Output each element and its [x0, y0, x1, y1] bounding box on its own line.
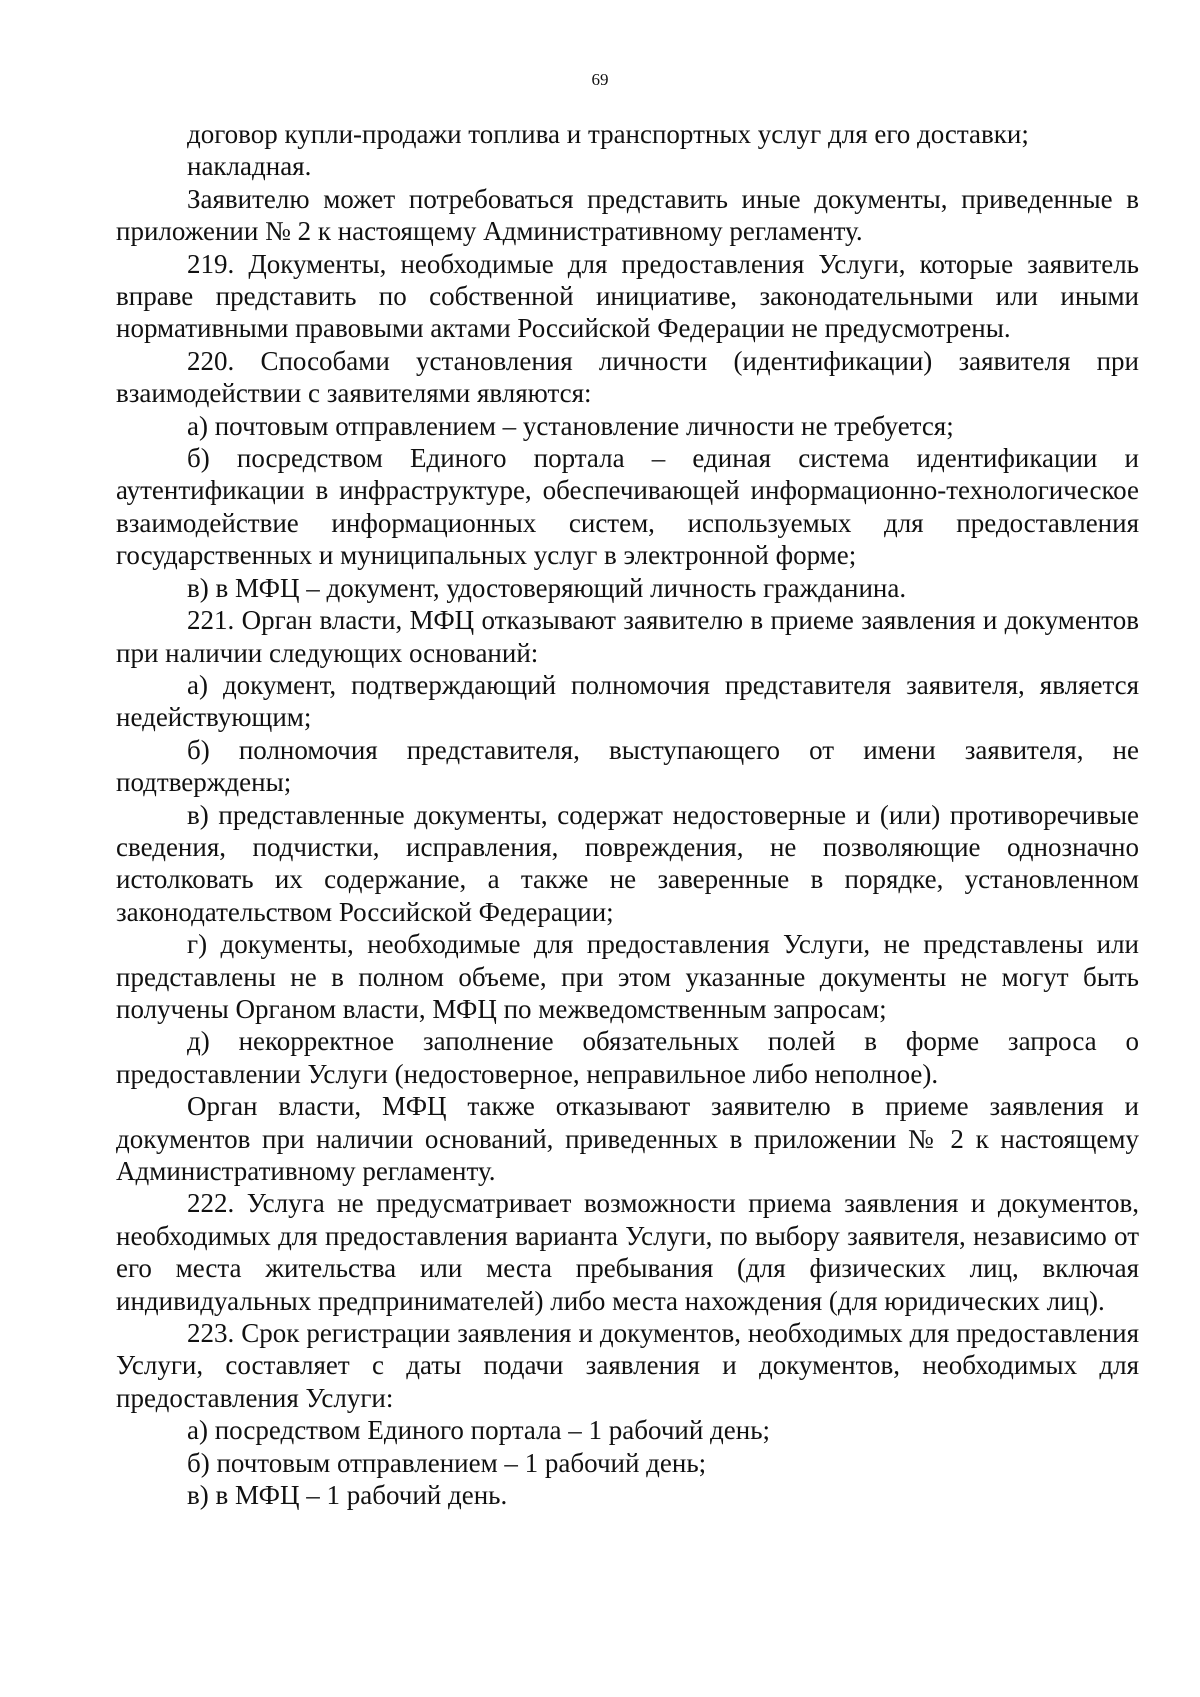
page-number: 69 — [591, 70, 609, 89]
paragraph-221-g: г) документы, необходимые для предоставления Услуги, не представлены или представлены не в полном объеме, при этом указанные документы не могут быть получены Органом власти, МФЦ по межведомственным запросам; — [116, 929, 1139, 1024]
paragraph-221-a: а) документ, подтверждающий полномочия представителя заявителя, является недействующим; — [116, 669, 1139, 733]
document-body — [116, 118, 1139, 1511]
paragraph-223-b: б) почтовым отправлением – 1 рабочий день; — [187, 1447, 707, 1478]
paragraph-220-b: б) посредством Единого портала – единая система идентификации и аутентификации в инфраструктуре, обеспечивающей информационно-технологическое взаимодействие информационных систем, используемых для предоставления государственных и муниципальных услуг в электронной форме; — [116, 443, 1139, 571]
paragraph-220-v: в) в МФЦ – документ, удостоверяющий личность гражданина. — [187, 572, 907, 603]
paragraph-220-a: а) почтовым отправлением – установление личности не требуется; — [187, 410, 954, 441]
paragraph-223-v: в) в МФЦ – 1 рабочий день. — [187, 1480, 508, 1511]
paragraph-fuel-contract: договор купли-продажи топлива и транспортных услуг для его доставки; — [187, 119, 1029, 149]
paragraph-other-documents: Заявителю может потребоваться представить иные документы, приведенные в приложении № 2 к настоящему Административному регламенту. — [116, 183, 1139, 247]
paragraph-221-d: д) некорректное заполнение обязательных полей в форме запроса о предоставлении Услуги (недостоверное, неправильное либо неполное). — [116, 1026, 1139, 1089]
paragraph-waybill: накладная. — [187, 151, 312, 182]
paragraph-additional-refusal: Орган власти, МФЦ также отказывают заявителю в приеме заявления и документов при наличии оснований, приведенных в приложении № 2 к настоящему Административному регламенту. — [116, 1091, 1139, 1186]
paragraph-221-b: б) полномочия представителя, выступающего от имени заявителя, не подтверждены; — [116, 734, 1139, 798]
paragraph-219: 219. Документы, необходимые для предоставления Услуги, которые заявитель вправе представить по собственной инициативе, законодательными или иными нормативными правовыми актами Российской Федерации не предусмотрены. — [116, 248, 1139, 344]
paragraph-223: 223. Срок регистрации заявления и документов, необходимых для предоставления Услуги, составляет с даты подачи заявления и документов, необходимых для предоставления Услуги: — [116, 1318, 1139, 1413]
paragraph-220: 220. Способами установления личности (идентификации) заявителя при взаимодействии с заявителями являются: — [116, 345, 1139, 409]
paragraph-221: 221. Орган власти, МФЦ отказывают заявителю в приеме заявления и документов при наличии следующих оснований: — [116, 605, 1139, 668]
paragraph-222: 222. Услуга не предусматривает возможности приема заявления и документов, необходимых для предоставления варианта Услуги, по выбору заявителя, независимо от его места жительства или места пребывания (для физических лиц, включая индивидуальных предпринимателей) либо места нахождения (для юридических лиц). — [116, 1188, 1139, 1316]
paragraph-221-v: в) представленные документы, содержат недостоверные и (или) противоречивые сведения, подчистки, исправления, повреждения, не позволяющие однозначно истолковать их содержание, а также не заверенные в порядке, установленном законодательством Российской Федерации; — [116, 799, 1139, 927]
paragraph-223-a: а) посредством Единого портала – 1 рабочий день; — [187, 1415, 771, 1446]
